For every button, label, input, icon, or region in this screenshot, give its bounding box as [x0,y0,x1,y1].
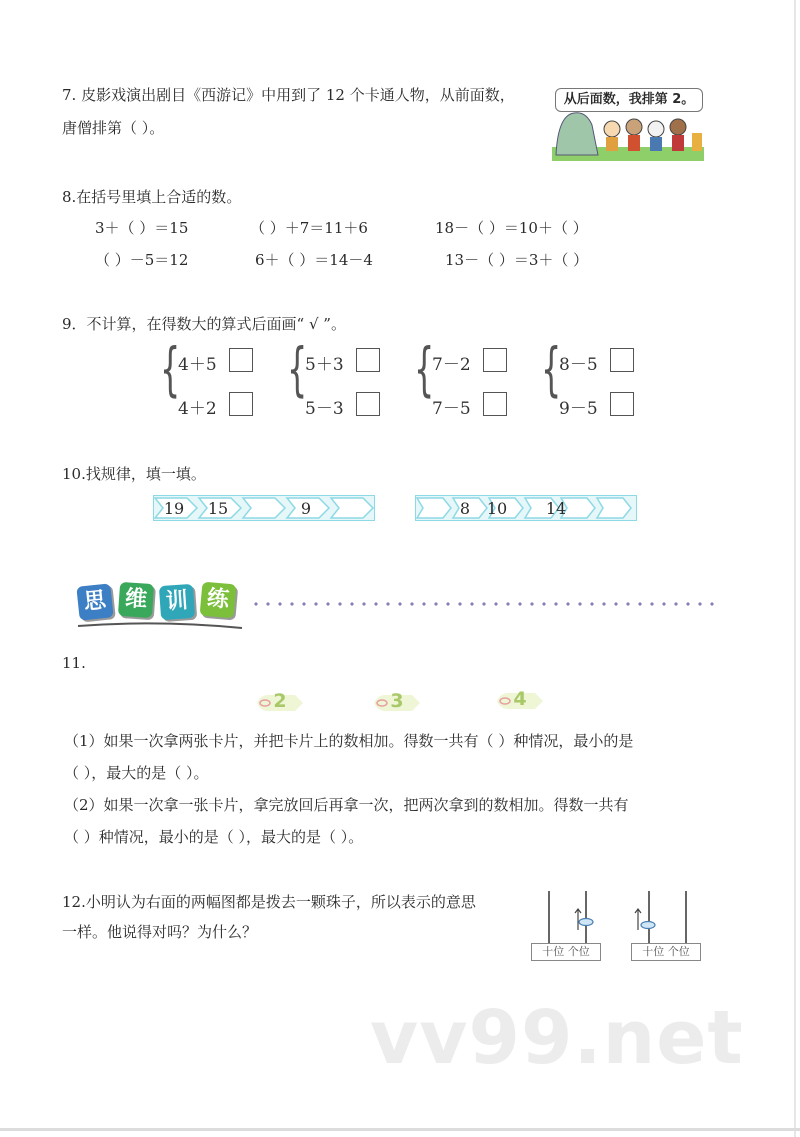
banner-tile: 思 [76,583,113,620]
q11-part2-line2: （ ）种情况，最小的是（ ），最大的是（ ）。 [64,828,364,846]
abacus-bead-left [570,908,600,934]
speech-bubble: 从后面数，我排第 2。 [555,88,703,112]
watermark: vv99.net [370,995,744,1081]
sequence-cell: 8 [459,499,471,518]
sequence-cell: 9 [300,499,312,518]
brace-3: { [414,335,435,403]
answer-box[interactable] [229,392,253,416]
q10-title: 10.找规律，填一填。 [62,465,206,483]
q9-title: 9．不计算，在得数大的算式后面画“ √ ”。 [62,315,346,333]
number-arrow-row-2 [415,495,637,521]
sequence-cell: 10 [486,499,508,518]
sequence-cell: 14 [545,499,567,518]
answer-box[interactable] [483,348,507,372]
answer-box[interactable] [356,348,380,372]
q8-eq-5: 6＋（ ）＝14－4 [255,251,373,269]
q9-expr: 4＋5 [178,355,217,375]
q8-eq-2: （ ）＋7＝11＋6 [250,219,368,237]
q11-part1-line2: （ ），最大的是（ ）。 [64,764,209,782]
q9-expr: 9－5 [559,399,598,419]
banner-underline [76,618,246,632]
place-value-label: 十位 个位 [631,943,701,961]
q12-line1: 12.小明认为右面的两幅图都是拨去一颗珠子，所以表示的意思 [62,893,476,911]
q8-eq-6: 13－（ ）＝3＋（ ） [445,251,589,269]
q9-expr: 7－5 [432,399,471,419]
answer-box[interactable] [483,392,507,416]
brace-1: { [160,335,181,403]
banner-tile: 训 [159,584,195,620]
abacus-bead-right [632,908,662,934]
q8-eq-4: （ ）－5＝12 [95,251,189,269]
q7-line1: 7. 皮影戏演出剧目《西游记》中用到了 12 个卡通人物，从前面数， [62,86,515,104]
q8-title: 8.在括号里填上合适的数。 [62,188,242,206]
q7-line2: 唐僧排第（ ）。 [62,119,165,137]
page-bottom-edge [0,1128,800,1131]
q11-part1-line1: （1）如果一次拿两张卡片，并把卡片上的数相加。得数一共有（ ）种情况，最小的是 [64,732,634,750]
sequence-cell: 15 [207,499,229,518]
card-number: 3 [390,690,404,712]
banner-tile: 练 [200,582,237,619]
answer-box[interactable] [356,392,380,416]
q8-eq-3: 18－（ ）＝10＋（ ） [435,219,588,237]
q11-title: 11. [62,654,86,672]
q9-expr: 8－5 [559,355,598,375]
card-number: 2 [273,690,287,712]
banner-tile: 维 [118,582,154,618]
q9-expr: 5－3 [305,399,344,419]
abacus-rod [685,891,687,944]
q9-expr: 4＋2 [178,399,217,419]
abacus-rod [548,891,550,944]
place-value-label: 十位 个位 [531,943,601,961]
dotted-divider [250,601,720,607]
brace-4: { [541,335,562,403]
answer-box[interactable] [229,348,253,372]
q8-eq-1: 3＋（ ）＝15 [95,219,189,237]
q12-line2: 一样。他说得对吗？为什么？ [62,923,258,941]
sequence-cell: 19 [163,499,185,518]
brace-2: { [287,335,308,403]
page-edge [794,0,796,1137]
card-number: 4 [513,688,527,710]
q9-expr: 7－2 [432,355,471,375]
answer-box[interactable] [610,392,634,416]
q9-expr: 5＋3 [305,355,344,375]
answer-box[interactable] [610,348,634,372]
q11-part2-line1: （2）如果一次拿一张卡片，拿完放回后再拿一次，把两次拿到的数相加。得数一共有 [64,796,629,814]
